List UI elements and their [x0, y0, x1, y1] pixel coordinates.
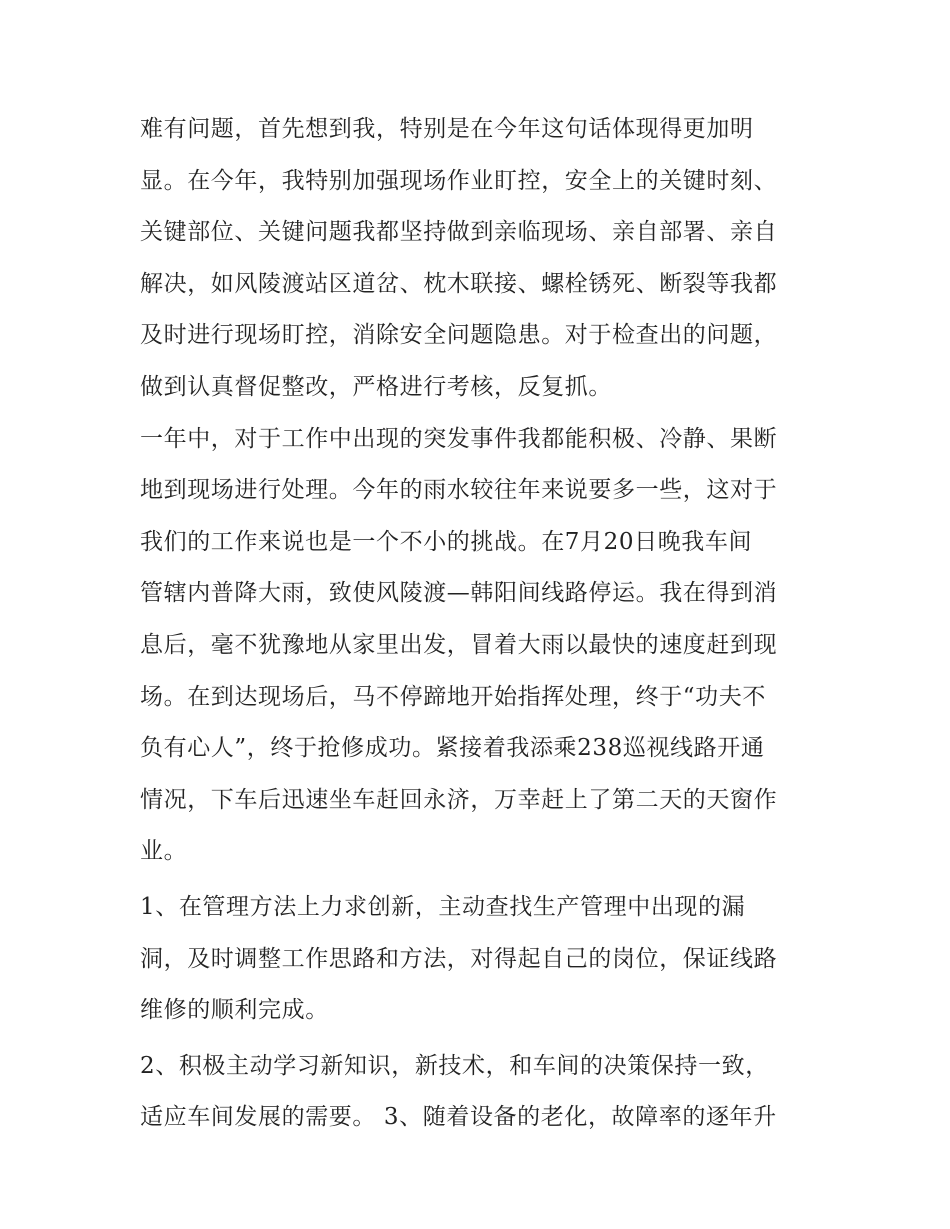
text-line: 适应车间发展的需要。 3、随着设备的老化，故障率的逐年升 — [140, 1104, 777, 1131]
text-line: 洞，及时调整工作思路和方法，对得起自己的岗位，保证线路 — [140, 945, 778, 972]
text-line: 做到认真督促整改，严格进行考核，反复抓。 — [140, 373, 612, 400]
text-line: 我们的工作来说也是一个不小的挑战。在7月20日晚我车间 — [140, 528, 753, 555]
text-line: 一年中，对于工作中出现的突发事件我都能积极、冷静、果断 — [140, 425, 778, 452]
text-line: 难有问题，首先想到我，特别是在今年这句话体现得更加明 — [140, 116, 754, 142]
text-line: 场。在到达现场后，马不停蹄地开始指挥处理，终于“功夫不 — [140, 683, 766, 710]
text-line: 管辖内普降大雨，致使风陵渡—韩阳间线路停运。我在得到消 — [140, 580, 778, 607]
text-line: 及时进行现场盯控，消除安全问题隐患。对于检查出的问题， — [140, 322, 778, 349]
text-line: 维修的顺利完成。 — [140, 997, 329, 1024]
text-line: 息后，毫不犹豫地从家里出发，冒着大雨以最快的速度赶到现 — [140, 631, 778, 658]
text-line: 关键部位、关键问题我都坚持做到亲临现场、亲自部署、亲自 — [140, 219, 778, 246]
text-line: 1、在管理方法上力求创新，主动查找生产管理中出现的漏 — [140, 893, 746, 920]
text-line: 负有心人”，终于抢修成功。紧接着我添乘238巡视线路开通 — [140, 735, 765, 762]
text-line: 2、积极主动学习新知识，新技术，和车间的决策保持一致， — [140, 1052, 769, 1079]
text-line: 业。 — [140, 838, 188, 865]
text-line: 地到现场进行处理。今年的雨水较往年来说要多一些，这对于 — [140, 477, 778, 504]
document-body — [140, 104, 820, 1144]
text-line: 显。在今年，我特别加强现场作业盯控，安全上的关键时刻、 — [140, 167, 778, 194]
text-line: 情况，下车后迅速坐车赶回永济，万幸赶上了第二天的天窗作 — [140, 786, 778, 813]
text-line: 解决，如风陵渡站区道岔、枕木联接、螺栓锈死、断裂等我都 — [140, 270, 778, 297]
